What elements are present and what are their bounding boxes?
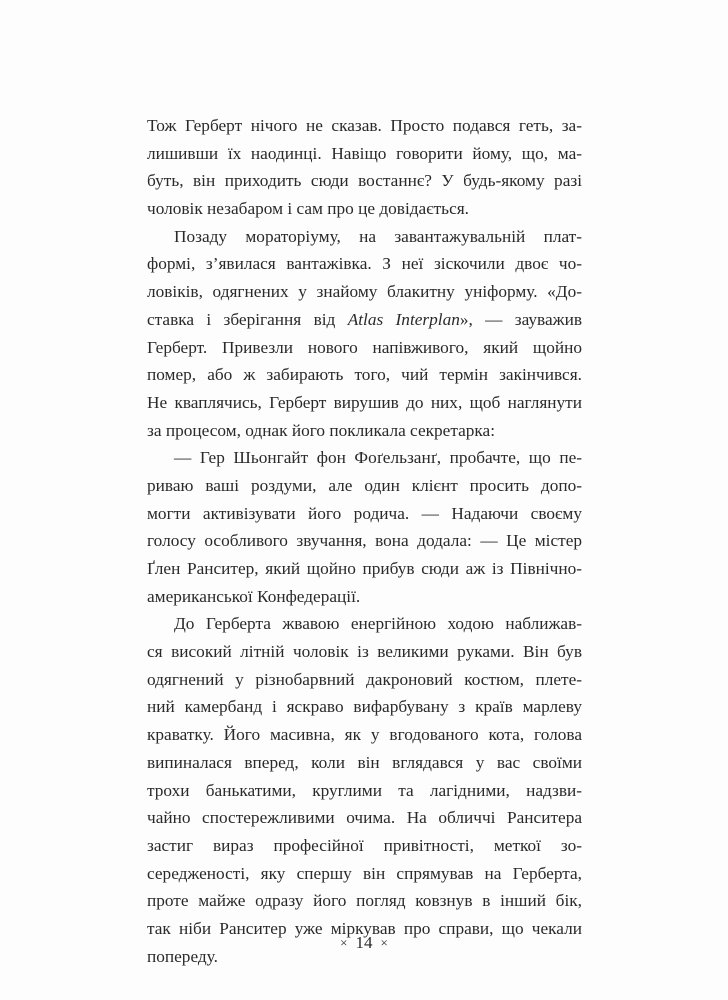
text-line: проте майже одразу його погляд ковзнув в інший бік,	[147, 891, 582, 911]
text-line: могти активізувати його родича. — Надаючи своєму	[147, 503, 582, 523]
text-line: випиналася вперед, коли він вглядався у вас своїми	[147, 752, 582, 772]
text-line: чайно спостережливими очима. На обличчі Ранситера	[147, 808, 582, 828]
text-line: Ґлен Ранситер, який щойно прибув сюди аж із Північно-	[147, 559, 582, 578]
text-line: лишивши їх наодинці. Навіщо говорити йому, що, ма-	[147, 143, 582, 163]
text-line: риваю ваші роздуми, але один клієнт просить допо-	[147, 475, 582, 495]
text-line: — Гер Шьонгайт фон Фоґельзанґ, пробачте, що пе-	[174, 448, 582, 468]
text-line: так ніби Ранситер уже міркував про справи, що чекали	[147, 918, 582, 938]
text-line: голосу особливого звучання, вона додала: — Це містер	[147, 531, 582, 551]
text-line: ний камербанд і яскраво вифарбувану з країв марлеву	[147, 697, 582, 717]
text-line: застиг вираз професійної привітності, меткої зо-	[147, 835, 582, 855]
page-number-footer	[0, 933, 728, 953]
text-line: формі, з’явилася вантажівка. З неї зіскочили двоє чо-	[147, 254, 582, 274]
text-line: трохи банькатими, круглими та лагідними, надзви-	[147, 780, 582, 800]
text-line: ся високий літній чоловік із великими руками. Він був	[147, 642, 582, 662]
text-line: одягнений у різнобарвний дакроновий костюм, плете-	[147, 669, 582, 689]
text-fragment: ставка і зберігання від	[147, 309, 348, 329]
text-line: Тож Герберт нічого не сказав. Просто подався геть, за-	[147, 116, 582, 135]
body-text	[147, 112, 582, 970]
italic-company-name: Atlas Interplan	[347, 309, 460, 329]
text-line: середженості, яку спершу він спрямував на Герберта,	[147, 863, 582, 883]
text-line: за процесом, однак його покликала секретарка:	[147, 420, 495, 440]
ornament-cross-icon: ×	[340, 935, 348, 950]
ornament-cross-icon: ×	[380, 935, 388, 950]
text-line: ловіків, одягнених у знайому блакитну уніформу. «До-	[147, 282, 582, 302]
text-line: помер, або ж забирають того, чий термін закінчився.	[147, 365, 582, 385]
text-line: Герберт. Привезли нового напівживого, який щойно	[147, 337, 582, 357]
text-line: Не кваплячись, Герберт вирушив до них, щоб наглянути	[147, 392, 582, 412]
text-line-with-italic	[147, 306, 582, 334]
text-line: чоловік незабаром і сам про це довідається.	[147, 199, 470, 219]
page-number: 14	[355, 933, 373, 952]
text-line: американської Конфедерації.	[147, 586, 361, 606]
text-line: краватку. Його масивна, як у вгодованого кота, голова	[147, 725, 582, 745]
text-fragment: », — зауважив	[459, 309, 582, 329]
text-line: До Герберта жвавою енергійною ходою наближав-	[174, 614, 582, 634]
text-line: буть, він приходить сюди востаннє? У будь-якому разі	[147, 171, 582, 191]
text-line: Позаду мораторіуму, на завантажувальній плат-	[174, 226, 582, 246]
text-line: попереду.	[147, 946, 218, 966]
